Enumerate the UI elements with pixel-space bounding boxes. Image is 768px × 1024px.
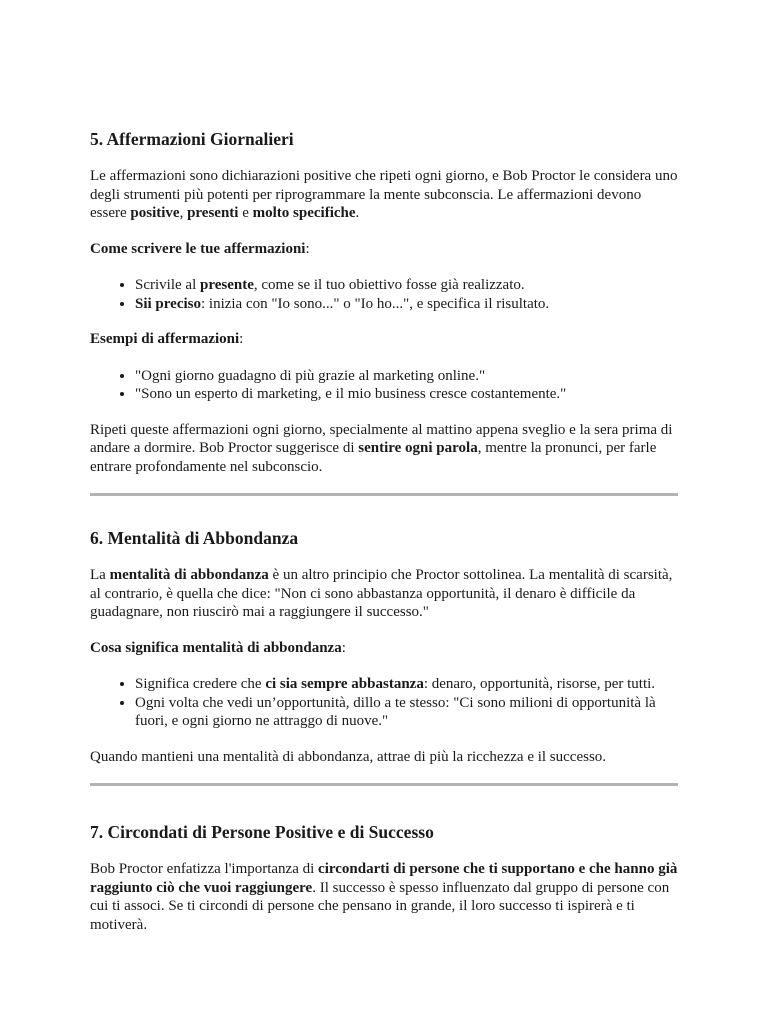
abundance-list	[90, 675, 678, 731]
bold-text: molto specifiche	[252, 205, 356, 221]
text: Le affermazioni sono dichiarazioni positive che ripeti ogni giorno, e Bob Proctor le considera uno degli strumenti più potenti per riprogrammare la mente subconscia. Le affermazioni devono essere	[90, 168, 678, 221]
section-5-intro	[90, 167, 678, 223]
bold-text: presenti	[187, 205, 239, 221]
section-7-intro	[90, 860, 678, 934]
section-5-heading: 5. Affermazioni Giornalieri	[90, 129, 294, 149]
document-content	[90, 128, 678, 934]
text: .	[355, 205, 360, 221]
bold-text: Come scrivere le tue affermazioni	[90, 240, 306, 257]
list-item: • "Sono un esperto di marketing, e il mio business cresce costantemente."	[135, 385, 678, 404]
section-5-closing	[90, 421, 678, 477]
bold-text: Cosa significa mentalità di abbondanza	[90, 639, 342, 656]
list-item	[135, 675, 678, 694]
bold-text: Esempi di affermazioni	[90, 331, 240, 347]
text: , mentre la pronunci, per farle entrare profondamente nel subconscio.	[90, 440, 657, 475]
text: Ripeti queste affermazioni ogni giorno, specialmente al mattino appena sveglio e la sera prima di andare a dormire. Bob Proctor suggerisce di	[90, 421, 673, 456]
section-6-heading: 6. Mentalità di Abbondanza	[90, 528, 299, 548]
bold-text: presente	[199, 277, 254, 293]
text: La	[90, 567, 110, 583]
section-7-heading: 7. Circondati di Persone Positive e di Successo	[90, 822, 434, 842]
text: :	[341, 639, 346, 656]
text: Bob Proctor enfatizza l'importanza di	[90, 861, 319, 877]
how-to-write-label	[90, 240, 678, 259]
text: : denaro, opportunità, risorse, per tutti.	[423, 676, 656, 692]
section-divider	[90, 493, 678, 496]
meaning-label	[90, 639, 678, 658]
text: . Il successo è spesso influenzato dal gruppo di persone con cui ti associ. Se ti circondi di persone che pensano in grande, il loro successo ti ispirerà e ti motiverà.	[90, 879, 670, 933]
examples-label	[90, 330, 678, 349]
text: e	[238, 205, 253, 221]
how-to-write-list	[90, 276, 678, 313]
bold-text: ci sia sempre abbastanza	[265, 676, 424, 692]
text: : inizia con "Io sono..." o "Io ho...", e specifica il risultato.	[200, 295, 550, 312]
section-6-closing: Quando mantieni una mentalità di abbondanza, attrae di più la ricchezza e il successo.	[90, 748, 607, 765]
text: :	[305, 240, 310, 257]
text: :	[239, 331, 244, 347]
list-item: • Ogni volta che vedi un’opportunità, dillo a te stesso: "Ci sono milioni di opportunità là fuori, e ogni giorno ne attraggo di nuove."	[135, 694, 678, 731]
list-item: • "Ogni giorno guadagno di più grazie al marketing online."	[135, 367, 678, 386]
section-6-intro	[90, 566, 678, 622]
section-divider	[90, 783, 678, 786]
text: Significa credere che	[135, 676, 266, 692]
bold-text: positive	[130, 205, 180, 221]
bold-text: circondarti di persone che ti supportano e che hanno già raggiunto ciò che vuoi raggiungere	[90, 861, 678, 896]
list-item	[135, 276, 678, 295]
text: Scrivile al	[135, 277, 200, 293]
text: ,	[179, 205, 188, 221]
examples-list	[90, 367, 678, 404]
bold-text: sentire ogni parola	[358, 440, 478, 456]
list-item	[135, 295, 678, 314]
bold-text: mentalità di abbondanza	[109, 567, 269, 583]
text: , come se il tuo obiettivo fosse già realizzato.	[253, 277, 525, 293]
bold-text: Sii preciso	[135, 295, 201, 312]
text: è un altro principio che Proctor sottolinea. La mentalità di scarsità, al contrario, è quella che dice: "Non ci sono abbastanza opportunità, il denaro è difficile da guadagnare, non riuscirò mai a raggiungere il successo."	[90, 567, 673, 620]
